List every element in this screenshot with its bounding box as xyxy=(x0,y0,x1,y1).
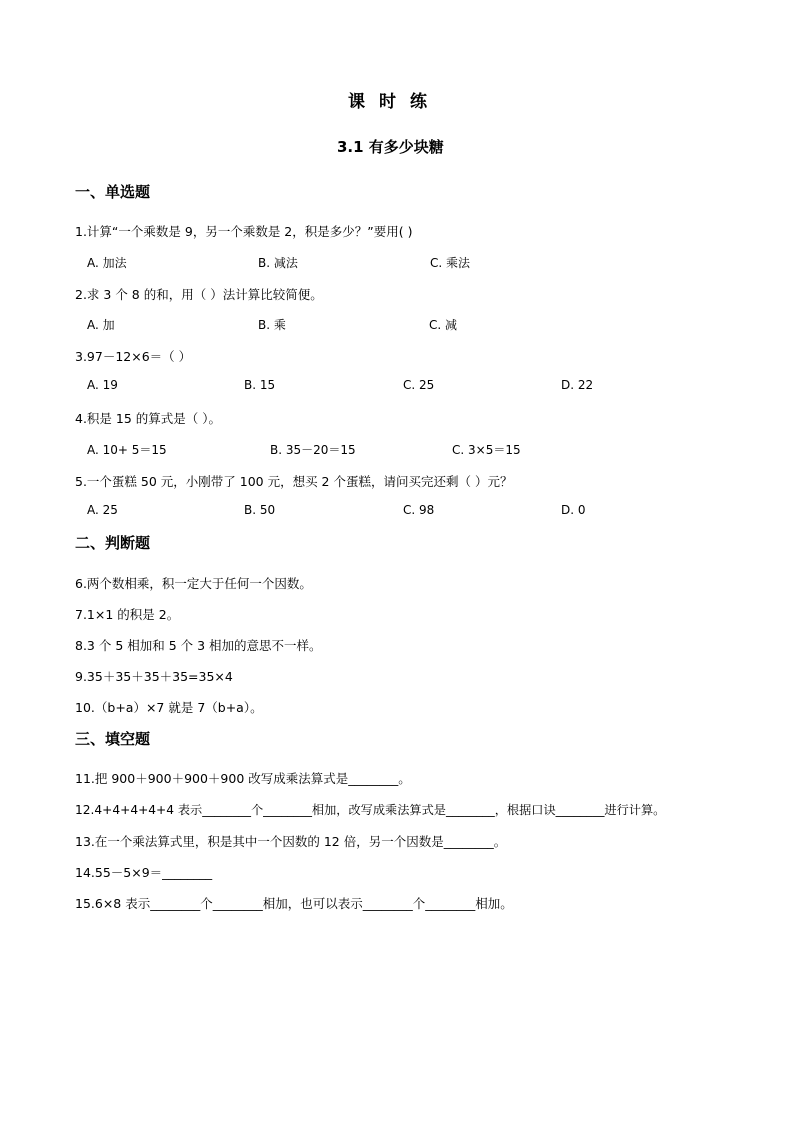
title-char-1: 课 xyxy=(348,92,365,112)
question-11: 11.把 900＋900＋900＋900 改写成乘法算式是________。 xyxy=(75,771,411,786)
page-title xyxy=(348,87,427,112)
q1-option-b[interactable]: B. 减法 xyxy=(258,256,298,270)
question-14: 14.55－5×9＝________ xyxy=(75,865,213,880)
q2-option-c[interactable]: C. 减 xyxy=(429,318,458,332)
question-4: 4.积是 15 的算式是（ ）。 xyxy=(75,411,222,426)
lesson-subtitle: 3.1 有多少块糖 xyxy=(337,138,444,156)
q1-option-a[interactable]: A. 加法 xyxy=(87,256,127,270)
question-5: 5.一个蛋糕 50 元，小刚带了 100 元，想买 2 个蛋糕，请问买完还剩（ ）元？ xyxy=(75,474,513,489)
question-15: 15.6×8 表示________个________相加，也可以表示________个________相加。 xyxy=(75,896,513,911)
q5-option-c[interactable]: C. 98 xyxy=(403,503,435,517)
question-7: 7.1×1 的积是 2。 xyxy=(75,607,180,622)
section-title-single-choice: 一、单选题 xyxy=(75,183,151,201)
q5-option-d[interactable]: D. 0 xyxy=(561,503,586,517)
q3-option-c[interactable]: C. 25 xyxy=(403,378,435,392)
title-char-3: 练 xyxy=(410,92,427,112)
question-12: 12.4+4+4+4+4 表示________个________相加，改写成乘法算式是________，根据口诀________进行计算。 xyxy=(75,803,666,817)
section-title-fill-blank: 三、填空题 xyxy=(75,730,151,748)
question-1: 1.计算“一个乘数是 9，另一个乘数是 2，积是多少？”要用( ) xyxy=(75,224,413,239)
q5-option-b[interactable]: B. 50 xyxy=(244,503,276,517)
question-2: 2.求 3 个 8 的和，用（ ）法计算比较简便。 xyxy=(75,287,323,302)
q2-option-b[interactable]: B. 乘 xyxy=(258,318,286,332)
q4-option-b[interactable]: B. 35－20＝15 xyxy=(270,443,356,457)
q3-option-b[interactable]: B. 15 xyxy=(244,378,276,392)
q4-option-a[interactable]: A. 10+ 5＝15 xyxy=(87,443,167,457)
question-13: 13.在一个乘法算式里，积是其中一个因数的 12 倍，另一个因数是________。 xyxy=(75,834,507,849)
q4-option-c[interactable]: C. 3×5＝15 xyxy=(452,443,521,457)
q5-option-a[interactable]: A. 25 xyxy=(87,503,118,517)
question-6: 6.两个数相乘，积一定大于任何一个因数。 xyxy=(75,576,312,591)
section-title-true-false: 二、判断题 xyxy=(75,534,151,552)
question-3: 3.97－12×6＝（ ） xyxy=(75,349,192,364)
q3-option-a[interactable]: A. 19 xyxy=(87,378,118,392)
question-10: 10.（b+a）×7 就是 7（b+a）。 xyxy=(75,700,263,715)
q3-option-d[interactable]: D. 22 xyxy=(561,378,594,392)
q1-option-c[interactable]: C. 乘法 xyxy=(430,256,471,270)
question-9: 9.35＋35＋35＋35=35×4 xyxy=(75,669,233,684)
q2-option-a[interactable]: A. 加 xyxy=(87,318,115,332)
title-char-2: 时 xyxy=(379,92,396,112)
question-8: 8.3 个 5 相加和 5 个 3 相加的意思不一样。 xyxy=(75,638,322,653)
